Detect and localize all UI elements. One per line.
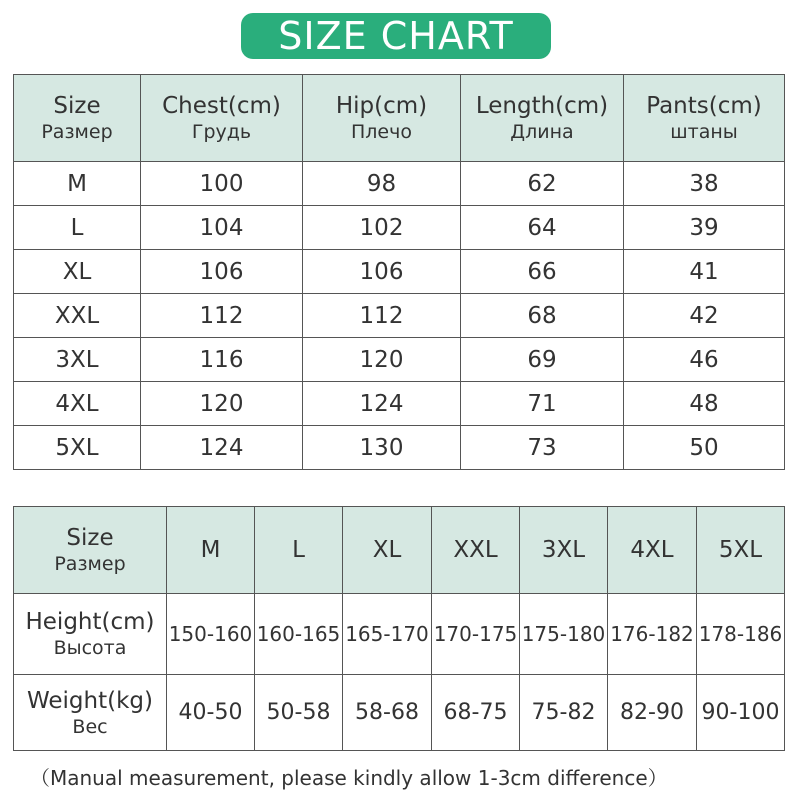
table-header-row	[14, 75, 785, 162]
height-cell: 175-180	[520, 594, 608, 675]
measurement-note: （Manual measurement, please kindly allow 1-3cm difference）	[30, 766, 668, 790]
header-label-ru: Длина	[510, 121, 574, 143]
header-cell-hip	[303, 75, 461, 162]
chest-cell: 116	[141, 338, 303, 382]
pants-cell: 38	[624, 162, 785, 206]
pants-cell: 50	[624, 426, 785, 470]
chest-cell: 120	[141, 382, 303, 426]
chest-cell: 124	[141, 426, 303, 470]
header-label: Pants(cm)	[646, 93, 762, 119]
height-cell: 150-160	[167, 594, 255, 675]
chest-cell: 100	[141, 162, 303, 206]
length-cell: 68	[461, 294, 624, 338]
length-cell: 66	[461, 250, 624, 294]
length-cell: 64	[461, 206, 624, 250]
hip-cell: 106	[303, 250, 461, 294]
size-cell: 3XL	[14, 338, 141, 382]
chest-cell: 104	[141, 206, 303, 250]
size-cell: 5XL	[14, 426, 141, 470]
header-cell-length	[461, 75, 624, 162]
pants-cell: 46	[624, 338, 785, 382]
header-label: Hip(cm)	[335, 93, 428, 119]
header-cell-chest	[141, 75, 303, 162]
length-cell: 71	[461, 382, 624, 426]
size-cell: L	[14, 206, 141, 250]
weight-cell: 58-68	[343, 675, 432, 751]
weight-cell: 40-50	[167, 675, 255, 751]
pants-cell: 48	[624, 382, 785, 426]
pants-cell: 41	[624, 250, 785, 294]
length-cell: 73	[461, 426, 624, 470]
header-label: Chest(cm)	[162, 93, 281, 119]
weight-cell: 75-82	[520, 675, 608, 751]
page-title: SIZE CHART	[241, 13, 551, 59]
header-label-ru: Грудь	[191, 121, 252, 143]
table-row	[14, 206, 785, 250]
table-row-weight	[14, 675, 785, 751]
length-cell: 69	[461, 338, 624, 382]
header-label-ru: штаны	[670, 121, 738, 143]
size-cell: 4XL	[14, 382, 141, 426]
hip-cell: 120	[303, 338, 461, 382]
size-chart-table	[13, 74, 785, 470]
weight-cell: 68-75	[432, 675, 520, 751]
size-cell: XXL	[14, 294, 141, 338]
hip-cell: 124	[303, 382, 461, 426]
pants-cell: 42	[624, 294, 785, 338]
header-label: Size	[53, 93, 101, 119]
size-cell: XL	[14, 250, 141, 294]
header-label-ru: Размер	[54, 553, 126, 575]
hip-cell: 98	[303, 162, 461, 206]
height-weight-table	[13, 506, 785, 751]
size-header-cell: XL	[343, 507, 432, 594]
chest-cell: 112	[141, 294, 303, 338]
row-label: Height(cm)	[25, 609, 155, 635]
size-header-cell: 5XL	[697, 507, 785, 594]
row-label-ru: Высота	[53, 637, 127, 659]
row-label-height	[14, 594, 167, 675]
table-row	[14, 294, 785, 338]
hip-cell: 130	[303, 426, 461, 470]
table-row	[14, 162, 785, 206]
header-label-ru: Плечо	[351, 121, 412, 143]
header-label: Length(cm)	[475, 93, 609, 119]
table-header-row	[14, 507, 785, 594]
table-row-height	[14, 594, 785, 675]
height-cell: 170-175	[432, 594, 520, 675]
weight-cell: 50-58	[255, 675, 343, 751]
weight-cell: 82-90	[608, 675, 697, 751]
size-header-cell: XXL	[432, 507, 520, 594]
header-label-ru: Размер	[41, 121, 113, 143]
weight-cell: 90-100	[697, 675, 785, 751]
size-header-cell: 4XL	[608, 507, 697, 594]
size-header-cell: M	[167, 507, 255, 594]
table-row	[14, 250, 785, 294]
table-row	[14, 338, 785, 382]
hip-cell: 112	[303, 294, 461, 338]
table-row	[14, 382, 785, 426]
header-cell-pants	[624, 75, 785, 162]
size-cell: M	[14, 162, 141, 206]
size-header-cell: 3XL	[520, 507, 608, 594]
height-cell: 160-165	[255, 594, 343, 675]
header-cell-size	[14, 507, 167, 594]
length-cell: 62	[461, 162, 624, 206]
row-label-weight	[14, 675, 167, 751]
hip-cell: 102	[303, 206, 461, 250]
row-label: Weight(kg)	[27, 687, 153, 714]
row-label-ru: Вес	[72, 715, 108, 738]
height-cell: 178-186	[697, 594, 785, 675]
pants-cell: 39	[624, 206, 785, 250]
table-row	[14, 426, 785, 470]
height-cell: 176-182	[608, 594, 697, 675]
height-cell: 165-170	[343, 594, 432, 675]
chest-cell: 106	[141, 250, 303, 294]
header-label: Size	[66, 525, 114, 551]
size-header-cell: L	[255, 507, 343, 594]
header-cell-size	[14, 75, 141, 162]
